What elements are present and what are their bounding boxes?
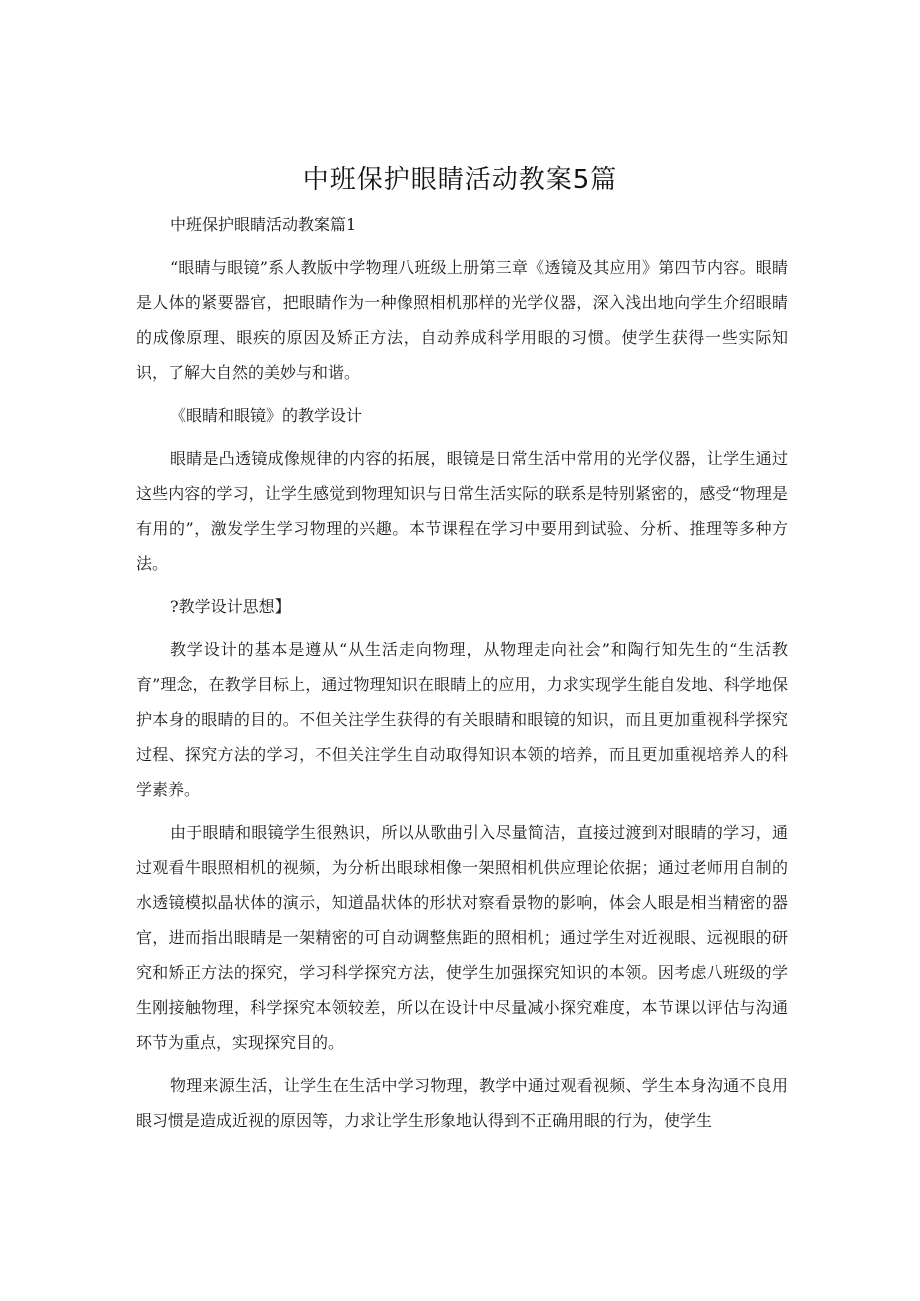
design-thought-heading: ?教学设计思想】 <box>170 597 291 616</box>
section-title: 中班保护眼睛活动教案篇1 <box>170 215 357 234</box>
paragraph-design-basis: 教学设计的基本是遵从“从生活走向物理，从物理走向社会”和陶行知先生的“生活教育”理念，在教学目标上，通过物理知识在眼睛上的应用，力求实现学生能自发地、科学地保护本身的眼睛的目的。不但关注学生获得的有关眼睛和眼镜的知识，而且更加重视科学探究过程、探究方法的学习，不但关注学生自动取得知识本领的培养，而且更加重视培养人的科学素养。 <box>136 640 788 799</box>
paragraph-life-physics: 物理来源生活，让学生在生活中学习物理，教学中通过观看视频、学生本身沟通不良用眼习惯是造成近视的原因等，力求让学生形象地认得到不正确用眼的行为，使学生 <box>136 1076 788 1130</box>
paragraph-intro: “眼睛与眼镜”系人教版中学物理八班级上册第三章《透镜及其应用》第四节内容。眼睛是人体的紧要器官，把眼睛作为一种像照相机那样的光学仪器，深入浅出地向学生介绍眼睛的成像原理、眼疾的原因及矫正方法，自动养成科学用眼的习惯。使学生获得一些实际知识，了解大自然的美妙与和谐。 <box>136 258 788 382</box>
document-title: 中班保护眼睛活动教案5篇 <box>302 165 618 195</box>
design-heading: 《眼睛和眼镜》的教学设计 <box>170 406 363 425</box>
paragraph-extension: 眼睛是凸透镜成像规律的内容的拓展，眼镜是日常生活中常用的光学仪器，让学生通过这些内容的学习，让学生感觉到物理知识与日常生活实际的联系是特别紧密的，感受“物理是有用的”，激发学生学习物理的兴趣。本节课程在学习中要用到试验、分析、推理等多种方法。 <box>136 449 788 573</box>
document-body <box>136 208 788 1138</box>
paragraph-process: 由于眼睛和眼镜学生很熟识，所以从歌曲引入尽量简洁，直接过渡到对眼睛的学习，通过观看牛眼照相机的视频，为分析出眼球相像一架照相机供应理论依据；通过老师用自制的水透镜模拟晶状体的演示，知道晶状体的形状对察看景物的影响，体会人眼是相当精密的器官，进而指出眼睛是一架精密的可自动调整焦距的照相机；通过学生对近视眼、远视眼的研究和矫正方法的探究，学习科学探究方法，使学生加强探究知识的本领。因考虑八班级的学生刚接触物理，科学探究本领较差，所以在设计中尽量减小探究难度，本节课以评估与沟通环节为重点，实现探究目的。 <box>136 823 788 1052</box>
